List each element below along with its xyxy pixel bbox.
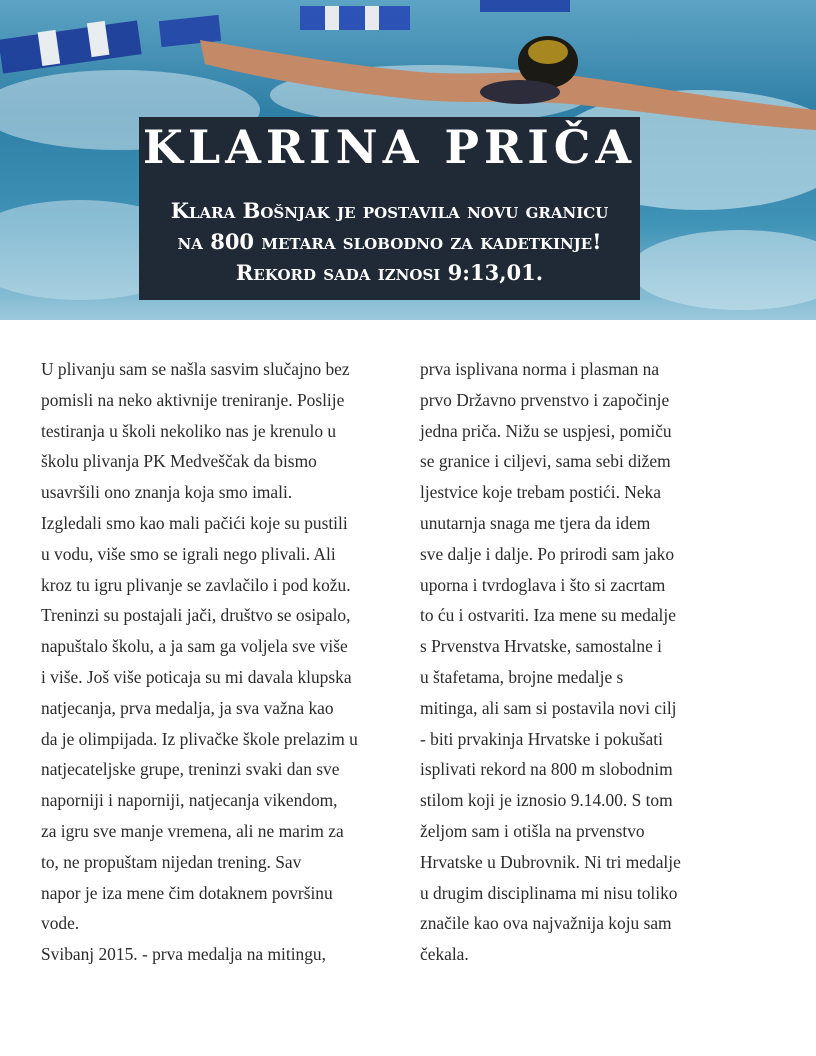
hero-banner [0,0,816,320]
text-line: Treninzi su postajali jači, društvo se osipalo, [41,605,351,626]
text-line: stilom koji je iznosio 9.14.00. S tom [420,790,673,811]
text-line: se granice i ciljevi, sama sebi dižem [420,451,671,472]
subtitle [139,197,640,289]
text-line: željom sam i otišla na prvenstvo [420,820,645,841]
text-line: testiranja u školi nekoliko nas je krenulo u [41,420,337,441]
text-line: ljestvice koje trebam postići. Neka [420,482,661,503]
text-line: Izgledali smo kao mali pačići koje su pustili [41,512,348,533]
text-line: mitinga, ali sam si postavila novi cilj [420,697,677,718]
subtitle-line: Rekord sada iznosi 9:13,01. [235,259,544,285]
text-line: sve dalje i dalje. Po prirodi sam jako [420,543,675,564]
text-line: prva isplivana norma i plasman na [420,359,660,379]
text-line: vode. [41,913,80,934]
text-line: u drugim disciplinama mi nisu toliko [420,882,678,903]
text-line: u štafetama, brojne medalje s [420,666,624,687]
text-line: prvo Državno prvenstvo i započinje [420,389,670,410]
title-box [139,117,640,300]
text-line: i više. Još više poticaja su mi davala klupska [41,666,352,687]
text-line: uporna i tvrdoglava i što si zacrtam [420,574,666,595]
subtitle-line: Klara Bošnjak je postavila novu granicu [170,198,609,223]
text-line: Hrvatske u Dubrovnik. Ni tri medalje [420,851,681,872]
text-line: napor je iza mene čim dotaknem površinu [41,882,333,903]
text-line: usavršili ono znanja koja smo imali. [41,482,293,503]
text-line: napuštalo školu, a ja sam ga voljela sve više [41,636,348,657]
page-title: KLARINA PRIČA [142,120,637,174]
text-line: natjecateljske grupe, treninzi svaki dan sve [41,759,340,780]
text-line: Svibanj 2015. - prva medalja na mitingu, [41,944,326,965]
text-line: da je olimpijada. Iz plivačke škole prelazim u [41,728,358,749]
text-line: školu plivanja PK Medveščak da bismo [41,451,317,472]
text-line: to ću i ostvariti. Iza mene su medalje [420,605,676,626]
text-line: u vodu, više smo se igrali nego plivali. Ali [41,543,336,564]
text-line: s Prvenstva Hrvatske, samostalne i [420,636,662,657]
article-column-left [41,354,411,970]
text-line: natjecanja, prva medalja, ja sva važna kao [41,697,334,718]
text-line: pomisli na neko aktivnije treniranje. Poslije [41,389,345,410]
text-line: naporniji i naporniji, natjecanja vikendom, [41,790,338,811]
text-line: U plivanju sam se našla sasvim slučajno bez [41,359,350,379]
text-line: - biti prvakinja Hrvatske i pokušati [420,728,663,749]
text-line: čekala. [420,944,469,965]
text-line: jedna priča. Nižu se uspjesi, pomiču [420,420,672,441]
text-line: isplivati rekord na 800 m slobodnim [420,759,673,780]
text-line: kroz tu igru plivanje se zavlačilo i pod kožu. [41,574,351,595]
text-line: za igru sve manje vremena, ali ne marim za [41,820,344,841]
text-line: unutarnja snaga me tjera da idem [420,512,651,533]
subtitle-line: na 800 metara slobodno za kadetkinje! [177,228,602,254]
text-line: značile kao ova najvažnija koju sam [420,913,672,934]
text-line: to, ne propuštam nijedan trening. Sav [41,851,302,872]
article-column-right [420,354,790,970]
